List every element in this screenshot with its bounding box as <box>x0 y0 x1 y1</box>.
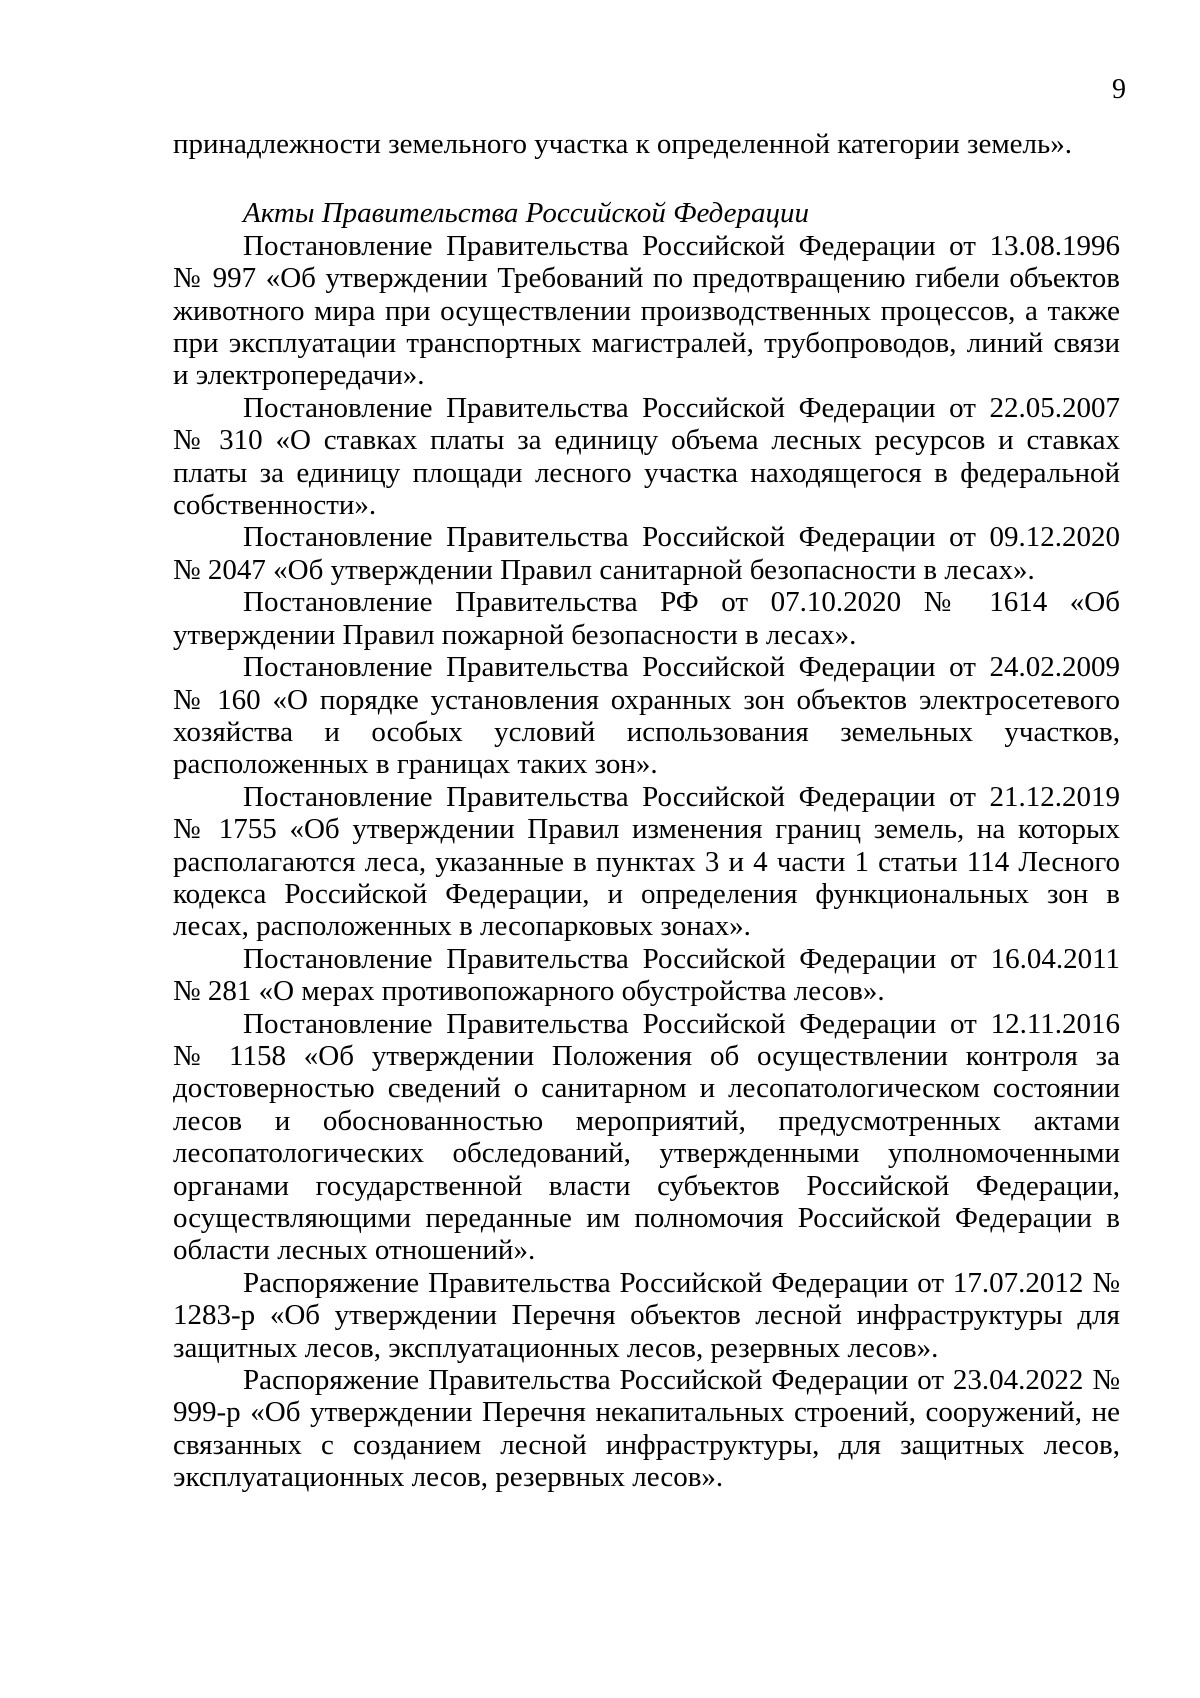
paragraph-8: Постановление Правительства Российской Федерации от 12.11.2016 № 1158 «Об утверждении Положения об осуществлении контроля за достоверностью сведений о санитарном и лесопатологическом состоянии лесов и обоснованностью мероприятий, предусмотренных актами лесопатологических обследований, утвержденными уполномоченными органами государственной власти субъектов Российской Федерации, осуществляющими переданные им полномочия Российской Федерации в области лесных отношений». <box>173 1007 1120 1267</box>
paragraph-3: Постановление Правительства Российской Федерации от 09.12.2020 № 2047 «Об утверждении Правил санитарной безопасности в лесах». <box>173 521 1120 586</box>
section-title: Акты Правительства Российской Федерации <box>243 197 810 230</box>
paragraph-2: Постановление Правительства Российской Федерации от 22.05.2007 № 310 «О ставках платы за единицу объема лесных ресурсов и ставках платы за единицу площади лесного участка находящегося в федеральной собственности». <box>173 391 1120 522</box>
paragraph-1: Постановление Правительства Российской Федерации от 13.08.1996 № 997 «Об утверждении Требований по предотвращению гибели объектов животного мира при осуществлении производственных процессов, а также при эксплуатации транспортных магистралей, трубопроводов, линий связи и электропередачи». <box>173 229 1120 392</box>
paragraph-5: Постановление Правительства Российской Федерации от 24.02.2009 № 160 «О порядке установления охранных зон объектов электросетевого хозяйства и особых условий использования земельных участков, расположенных в границах таких зон». <box>173 651 1120 781</box>
paragraph-4: Постановление Правительства РФ от 07.10.2020 № 1614 «Об утверждении Правил пожарной безопасности в лесах». <box>173 586 1120 651</box>
intro-text: принадлежности земельного участка к определенной категории земель». <box>173 128 1072 160</box>
paragraph-10: Распоряжение Правительства Российской Федерации от 23.04.2022 № 999-р «Об утверждении Перечня некапитальных строений, сооружений, не связанных с созданием лесной инфраструктуры, для защитных лесов, эксплуатационных лесов, резервных лесов». <box>173 1364 1120 1494</box>
paragraph-9: Распоряжение Правительства Российской Федерации от 17.07.2012 № 1283-р «Об утверждении Перечня объектов лесной инфраструктуры для защитных лесов, эксплуатационных лесов, резервных лесов». <box>173 1266 1120 1364</box>
page-content <box>173 128 1120 1494</box>
paragraph-6: Постановление Правительства Российской Федерации от 21.12.2019 № 1755 «Об утверждении Правил изменения границ земель, на которых располагаются леса, указанные в пунктах 3 и 4 части 1 статьи 114 Лесного кодекса Российской Федерации, и определения функциональных зон в лесах, расположенных в лесопарковых зонах». <box>173 780 1120 943</box>
paragraph-7: Постановление Правительства Российской Федерации от 16.04.2011 № 281 «О мерах противопожарного обустройства лесов». <box>173 942 1120 1008</box>
page-number: 9 <box>1112 74 1126 105</box>
